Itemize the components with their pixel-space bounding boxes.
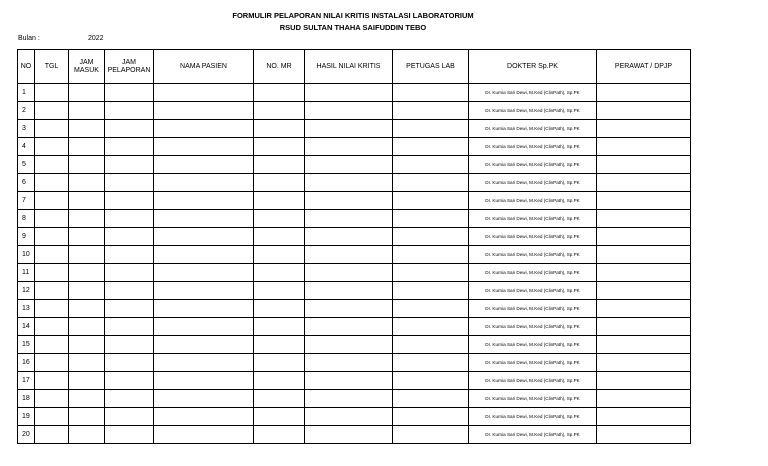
row-number: 9 <box>18 228 35 246</box>
no-mr-cell[interactable] <box>254 120 305 138</box>
jam-pelaporan-cell[interactable] <box>105 246 154 264</box>
table-row <box>18 174 691 192</box>
nama-pasien-cell[interactable] <box>154 426 254 444</box>
jam-pelaporan-cell[interactable] <box>105 408 154 426</box>
dokter-cell: Dr. Kurnia Sari Dewi, M.Ked (ClinPath), Sp.PK <box>469 372 597 390</box>
petugas-lab-cell[interactable] <box>393 102 469 120</box>
hasil-nilai-kritis-cell[interactable] <box>305 210 393 228</box>
dokter-cell: Dr. Kurnia Sari Dewi, M.Ked (ClinPath), Sp.PK <box>469 408 597 426</box>
perawat-dpjp-cell[interactable] <box>597 372 691 390</box>
perawat-dpjp-cell[interactable] <box>597 228 691 246</box>
table-header-row <box>18 50 691 84</box>
tgl-cell[interactable] <box>35 228 69 246</box>
row-number: 3 <box>18 120 35 138</box>
jam-pelaporan-cell[interactable] <box>105 426 154 444</box>
row-number: 12 <box>18 282 35 300</box>
perawat-dpjp-cell[interactable] <box>597 408 691 426</box>
critical-value-report-table <box>17 49 691 444</box>
hasil-nilai-kritis-cell[interactable] <box>305 282 393 300</box>
nama-pasien-cell[interactable] <box>154 120 254 138</box>
jam-pelaporan-cell[interactable] <box>105 138 154 156</box>
hasil-nilai-kritis-cell[interactable] <box>305 300 393 318</box>
jam-pelaporan-cell[interactable] <box>105 84 154 102</box>
petugas-lab-cell[interactable] <box>393 336 469 354</box>
table-row <box>18 282 691 300</box>
row-number: 20 <box>18 426 35 444</box>
no-mr-cell[interactable] <box>254 336 305 354</box>
jam-masuk-cell[interactable] <box>69 228 105 246</box>
month-label: Bulan : <box>18 35 40 42</box>
table-row <box>18 102 691 120</box>
tgl-cell[interactable] <box>35 390 69 408</box>
table-row <box>18 264 691 282</box>
no-mr-cell[interactable] <box>254 174 305 192</box>
row-number: 1 <box>18 84 35 102</box>
jam-pelaporan-cell[interactable] <box>105 390 154 408</box>
row-number: 11 <box>18 264 35 282</box>
petugas-lab-cell[interactable] <box>393 354 469 372</box>
hasil-nilai-kritis-cell[interactable] <box>305 120 393 138</box>
dokter-cell: Dr. Kurnia Sari Dewi, M.Ked (ClinPath), Sp.PK <box>469 318 597 336</box>
table-row <box>18 318 691 336</box>
perawat-dpjp-cell[interactable] <box>597 174 691 192</box>
no-mr-cell[interactable] <box>254 210 305 228</box>
jam-pelaporan-cell[interactable] <box>105 228 154 246</box>
perawat-dpjp-cell[interactable] <box>597 318 691 336</box>
hasil-nilai-kritis-cell[interactable] <box>305 246 393 264</box>
jam-masuk-cell[interactable] <box>69 102 105 120</box>
no-mr-cell[interactable] <box>254 426 305 444</box>
perawat-dpjp-cell[interactable] <box>597 84 691 102</box>
table-row <box>18 138 691 156</box>
petugas-lab-cell[interactable] <box>393 84 469 102</box>
hasil-nilai-kritis-cell[interactable] <box>305 390 393 408</box>
no-mr-cell[interactable] <box>254 84 305 102</box>
col-header-petugas-lab: PETUGAS LAB <box>393 50 469 84</box>
tgl-cell[interactable] <box>35 336 69 354</box>
perawat-dpjp-cell[interactable] <box>597 120 691 138</box>
nama-pasien-cell[interactable] <box>154 138 254 156</box>
tgl-cell[interactable] <box>35 372 69 390</box>
dokter-cell: Dr. Kurnia Sari Dewi, M.Ked (ClinPath), Sp.PK <box>469 300 597 318</box>
nama-pasien-cell[interactable] <box>154 84 254 102</box>
row-number: 2 <box>18 102 35 120</box>
jam-masuk-cell[interactable] <box>69 372 105 390</box>
tgl-cell[interactable] <box>35 210 69 228</box>
dokter-cell: Dr. Kurnia Sari Dewi, M.Ked (ClinPath), Sp.PK <box>469 138 597 156</box>
row-number: 16 <box>18 354 35 372</box>
hospital-name: RSUD SULTAN THAHA SAIFUDDIN TEBO <box>279 23 427 32</box>
tgl-cell[interactable] <box>35 102 69 120</box>
hasil-nilai-kritis-cell[interactable] <box>305 408 393 426</box>
petugas-lab-cell[interactable] <box>393 426 469 444</box>
no-mr-cell[interactable] <box>254 228 305 246</box>
nama-pasien-cell[interactable] <box>154 246 254 264</box>
col-header-nama-pasien: NAMA PASIEN <box>154 50 254 84</box>
tgl-cell[interactable] <box>35 84 69 102</box>
dokter-cell: Dr. Kurnia Sari Dewi, M.Ked (ClinPath), Sp.PK <box>469 228 597 246</box>
col-header-hasil-nilai-kritis: HASIL NILAI KRITIS <box>305 50 393 84</box>
no-mr-cell[interactable] <box>254 138 305 156</box>
table-row <box>18 390 691 408</box>
no-mr-cell[interactable] <box>254 318 305 336</box>
dokter-cell: Dr. Kurnia Sari Dewi, M.Ked (ClinPath), Sp.PK <box>469 84 597 102</box>
row-number: 15 <box>18 336 35 354</box>
dokter-cell: Dr. Kurnia Sari Dewi, M.Ked (ClinPath), Sp.PK <box>469 174 597 192</box>
jam-masuk-cell[interactable] <box>69 210 105 228</box>
petugas-lab-cell[interactable] <box>393 372 469 390</box>
dokter-cell: Dr. Kurnia Sari Dewi, M.Ked (ClinPath), Sp.PK <box>469 192 597 210</box>
table-row <box>18 372 691 390</box>
hasil-nilai-kritis-cell[interactable] <box>305 372 393 390</box>
row-number: 8 <box>18 210 35 228</box>
perawat-dpjp-cell[interactable] <box>597 300 691 318</box>
col-header-jam-pelaporan: JAM PELAPORAN <box>105 50 154 84</box>
dokter-cell: Dr. Kurnia Sari Dewi, M.Ked (ClinPath), Sp.PK <box>469 390 597 408</box>
no-mr-cell[interactable] <box>254 372 305 390</box>
nama-pasien-cell[interactable] <box>154 264 254 282</box>
jam-masuk-cell[interactable] <box>69 282 105 300</box>
jam-masuk-cell[interactable] <box>69 156 105 174</box>
nama-pasien-cell[interactable] <box>154 354 254 372</box>
row-number: 14 <box>18 318 35 336</box>
table-row <box>18 408 691 426</box>
no-mr-cell[interactable] <box>254 300 305 318</box>
hasil-nilai-kritis-cell[interactable] <box>305 336 393 354</box>
jam-masuk-cell[interactable] <box>69 174 105 192</box>
dokter-cell: Dr. Kurnia Sari Dewi, M.Ked (ClinPath), Sp.PK <box>469 102 597 120</box>
jam-masuk-cell[interactable] <box>69 354 105 372</box>
table-row <box>18 228 691 246</box>
no-mr-cell[interactable] <box>254 282 305 300</box>
nama-pasien-cell[interactable] <box>154 390 254 408</box>
dokter-cell: Dr. Kurnia Sari Dewi, M.Ked (ClinPath), Sp.PK <box>469 120 597 138</box>
jam-masuk-cell[interactable] <box>69 192 105 210</box>
dokter-cell: Dr. Kurnia Sari Dewi, M.Ked (ClinPath), Sp.PK <box>469 264 597 282</box>
nama-pasien-cell[interactable] <box>154 174 254 192</box>
tgl-cell[interactable] <box>35 174 69 192</box>
no-mr-cell[interactable] <box>254 156 305 174</box>
jam-masuk-cell[interactable] <box>69 120 105 138</box>
nama-pasien-cell[interactable] <box>154 318 254 336</box>
jam-pelaporan-cell[interactable] <box>105 264 154 282</box>
petugas-lab-cell[interactable] <box>393 408 469 426</box>
table-row <box>18 300 691 318</box>
form-title: FORMULIR PELAPORAN NILAI KRITIS INSTALASI LABORATORIUM <box>232 11 474 20</box>
col-header-dokter: DOKTER Sp.PK <box>469 50 597 84</box>
perawat-dpjp-cell[interactable] <box>597 156 691 174</box>
perawat-dpjp-cell[interactable] <box>597 336 691 354</box>
jam-masuk-cell[interactable] <box>69 408 105 426</box>
petugas-lab-cell[interactable] <box>393 120 469 138</box>
no-mr-cell[interactable] <box>254 354 305 372</box>
petugas-lab-cell[interactable] <box>393 246 469 264</box>
hasil-nilai-kritis-cell[interactable] <box>305 174 393 192</box>
jam-masuk-cell[interactable] <box>69 336 105 354</box>
petugas-lab-cell[interactable] <box>393 264 469 282</box>
tgl-cell[interactable] <box>35 246 69 264</box>
jam-masuk-cell[interactable] <box>69 138 105 156</box>
jam-pelaporan-cell[interactable] <box>105 120 154 138</box>
nama-pasien-cell[interactable] <box>154 102 254 120</box>
row-number: 4 <box>18 138 35 156</box>
petugas-lab-cell[interactable] <box>393 138 469 156</box>
row-number: 10 <box>18 246 35 264</box>
hasil-nilai-kritis-cell[interactable] <box>305 318 393 336</box>
col-header-tgl: TGL <box>35 50 69 84</box>
table-row <box>18 354 691 372</box>
table-row <box>18 192 691 210</box>
no-mr-cell[interactable] <box>254 102 305 120</box>
dokter-cell: Dr. Kurnia Sari Dewi, M.Ked (ClinPath), Sp.PK <box>469 210 597 228</box>
dokter-cell: Dr. Kurnia Sari Dewi, M.Ked (ClinPath), Sp.PK <box>469 282 597 300</box>
hasil-nilai-kritis-cell[interactable] <box>305 228 393 246</box>
tgl-cell[interactable] <box>35 264 69 282</box>
perawat-dpjp-cell[interactable] <box>597 354 691 372</box>
nama-pasien-cell[interactable] <box>154 282 254 300</box>
year-value: 2022 <box>88 35 104 42</box>
nama-pasien-cell[interactable] <box>154 336 254 354</box>
no-mr-cell[interactable] <box>254 246 305 264</box>
petugas-lab-cell[interactable] <box>393 390 469 408</box>
petugas-lab-cell[interactable] <box>393 300 469 318</box>
tgl-cell[interactable] <box>35 120 69 138</box>
col-header-no: NO <box>18 50 35 84</box>
tgl-cell[interactable] <box>35 192 69 210</box>
dokter-cell: Dr. Kurnia Sari Dewi, M.Ked (ClinPath), Sp.PK <box>469 246 597 264</box>
no-mr-cell[interactable] <box>254 192 305 210</box>
hasil-nilai-kritis-cell[interactable] <box>305 192 393 210</box>
col-header-perawat-dpjp: PERAWAT / DPJP <box>597 50 691 84</box>
jam-masuk-cell[interactable] <box>69 390 105 408</box>
jam-pelaporan-cell[interactable] <box>105 174 154 192</box>
jam-pelaporan-cell[interactable] <box>105 336 154 354</box>
table-row <box>18 210 691 228</box>
row-number: 19 <box>18 408 35 426</box>
hasil-nilai-kritis-cell[interactable] <box>305 354 393 372</box>
tgl-cell[interactable] <box>35 426 69 444</box>
col-header-no-mr: NO. MR <box>254 50 305 84</box>
jam-pelaporan-cell[interactable] <box>105 282 154 300</box>
perawat-dpjp-cell[interactable] <box>597 192 691 210</box>
jam-masuk-cell[interactable] <box>69 84 105 102</box>
jam-masuk-cell[interactable] <box>69 300 105 318</box>
table-row <box>18 84 691 102</box>
petugas-lab-cell[interactable] <box>393 318 469 336</box>
table-row <box>18 426 691 444</box>
table-row <box>18 120 691 138</box>
jam-masuk-cell[interactable] <box>69 264 105 282</box>
row-number: 5 <box>18 156 35 174</box>
jam-pelaporan-cell[interactable] <box>105 210 154 228</box>
perawat-dpjp-cell[interactable] <box>597 282 691 300</box>
dokter-cell: Dr. Kurnia Sari Dewi, M.Ked (ClinPath), Sp.PK <box>469 156 597 174</box>
jam-pelaporan-cell[interactable] <box>105 372 154 390</box>
petugas-lab-cell[interactable] <box>393 174 469 192</box>
no-mr-cell[interactable] <box>254 408 305 426</box>
perawat-dpjp-cell[interactable] <box>597 246 691 264</box>
nama-pasien-cell[interactable] <box>154 300 254 318</box>
row-number: 18 <box>18 390 35 408</box>
petugas-lab-cell[interactable] <box>393 156 469 174</box>
hasil-nilai-kritis-cell[interactable] <box>305 138 393 156</box>
perawat-dpjp-cell[interactable] <box>597 102 691 120</box>
nama-pasien-cell[interactable] <box>154 156 254 174</box>
no-mr-cell[interactable] <box>254 264 305 282</box>
hasil-nilai-kritis-cell[interactable] <box>305 156 393 174</box>
no-mr-cell[interactable] <box>254 390 305 408</box>
dokter-cell: Dr. Kurnia Sari Dewi, M.Ked (ClinPath), Sp.PK <box>469 354 597 372</box>
tgl-cell[interactable] <box>35 318 69 336</box>
hasil-nilai-kritis-cell[interactable] <box>305 426 393 444</box>
row-number: 17 <box>18 372 35 390</box>
perawat-dpjp-cell[interactable] <box>597 264 691 282</box>
nama-pasien-cell[interactable] <box>154 408 254 426</box>
row-number: 6 <box>18 174 35 192</box>
table-row <box>18 336 691 354</box>
nama-pasien-cell[interactable] <box>154 228 254 246</box>
perawat-dpjp-cell[interactable] <box>597 426 691 444</box>
tgl-cell[interactable] <box>35 300 69 318</box>
perawat-dpjp-cell[interactable] <box>597 210 691 228</box>
jam-pelaporan-cell[interactable] <box>105 192 154 210</box>
jam-pelaporan-cell[interactable] <box>105 102 154 120</box>
petugas-lab-cell[interactable] <box>393 192 469 210</box>
table-row <box>18 246 691 264</box>
tgl-cell[interactable] <box>35 354 69 372</box>
perawat-dpjp-cell[interactable] <box>597 138 691 156</box>
tgl-cell[interactable] <box>35 138 69 156</box>
perawat-dpjp-cell[interactable] <box>597 390 691 408</box>
hasil-nilai-kritis-cell[interactable] <box>305 102 393 120</box>
dokter-cell: Dr. Kurnia Sari Dewi, M.Ked (ClinPath), Sp.PK <box>469 426 597 444</box>
tgl-cell[interactable] <box>35 156 69 174</box>
nama-pasien-cell[interactable] <box>154 192 254 210</box>
table-row <box>18 156 691 174</box>
hasil-nilai-kritis-cell[interactable] <box>305 264 393 282</box>
col-header-jam-masuk: JAM MASUK <box>69 50 105 84</box>
jam-pelaporan-cell[interactable] <box>105 354 154 372</box>
jam-masuk-cell[interactable] <box>69 246 105 264</box>
jam-pelaporan-cell[interactable] <box>105 300 154 318</box>
row-number: 13 <box>18 300 35 318</box>
jam-pelaporan-cell[interactable] <box>105 156 154 174</box>
jam-pelaporan-cell[interactable] <box>105 318 154 336</box>
nama-pasien-cell[interactable] <box>154 210 254 228</box>
petugas-lab-cell[interactable] <box>393 282 469 300</box>
row-number: 7 <box>18 192 35 210</box>
nama-pasien-cell[interactable] <box>154 372 254 390</box>
petugas-lab-cell[interactable] <box>393 228 469 246</box>
jam-masuk-cell[interactable] <box>69 426 105 444</box>
dokter-cell: Dr. Kurnia Sari Dewi, M.Ked (ClinPath), Sp.PK <box>469 336 597 354</box>
hasil-nilai-kritis-cell[interactable] <box>305 84 393 102</box>
jam-masuk-cell[interactable] <box>69 318 105 336</box>
tgl-cell[interactable] <box>35 282 69 300</box>
tgl-cell[interactable] <box>35 408 69 426</box>
petugas-lab-cell[interactable] <box>393 210 469 228</box>
